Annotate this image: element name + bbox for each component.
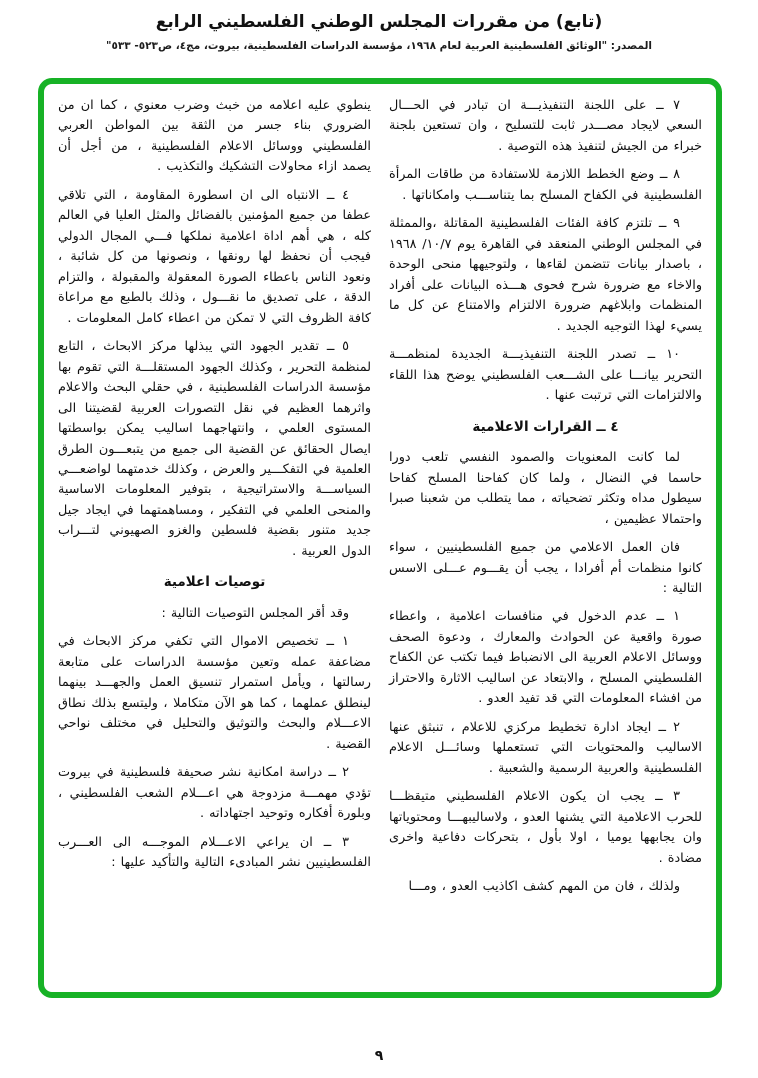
paragraph-continuation: ينطوي عليه اعلامه من خبث وضرب معنوي ، كما ان من الضروري بناء جسر من الثقة بين المواطن العربي الفلسطيني ووسائل الاعلام الفلسطينية ، من أجل أن يصمد ازاء محاولات التشكيك والتكذيب . xyxy=(58,98,371,175)
paragraph-item-8: ٨ ــ وضع الخطط اللازمة للاستفادة من طاقات المرأة الفلسطينية في الكفاح المسلح بما يتناســـب وامكاناتها . xyxy=(389,167,702,203)
paragraph-recommendation-3: ٣ ــ ان يراعي الاعـــلام الموجـــه الى العـــرب الفلسطينيين نشر المبادىء التالية والتأكيد عليها : xyxy=(58,834,371,871)
column-right xyxy=(389,96,702,982)
paragraph-intro-morale: لما كانت المعنويات والصمود النفسي تلعب دورا حاسما في النضال ، ولما كان كفاحنا المسلح كفاحا سيطول مداه وتكثر تضحياته ، مما يتطلب من شعبنا صبرا واحتمالا عظيمين ، xyxy=(389,450,702,527)
column-left xyxy=(58,96,371,982)
paragraph-recommendation-2: ٢ ــ دراسة امكانية نشر صحيفة فلسطينية في بيروت تؤدي مهمـــة مزدوجة هي اعـــلام الشعب الفلسطيني ، وبلورة أفكاره وتوحيد اجتهاداته . xyxy=(58,765,371,822)
content-border-box xyxy=(38,78,722,998)
two-column-layout xyxy=(44,84,716,992)
paragraph-recommendation-1: ١ ــ تخصيص الاموال التي تكفي مركز الابحاث في مضاعفة عمله وتعين مؤسسة الدراسات على متابعة رسالتها ، ويأمل استمرار تنسيق العمل والجهـــد بينهما لينطلق عملهما ، كما هو الآن متكاملا ، وليتسع بذلك نطاق الاعـــلام والبحث والتوثيق والتحليل في مختلف نواحي القضية . xyxy=(58,634,371,752)
page-title: (تابع) من مقررات المجلس الوطني الفلسطيني الرابع xyxy=(155,12,603,32)
paragraph-media-item-5: ٥ ــ تقدير الجهود التي يبذلها مركز الابحاث ، التابع لمنظمة التحرير ، وكذلك الجهود المستقلـــة التي تقوم بها مؤسسة الدراسات الفلسطينية ، في حقلي البحث والاعلام واثرهما العظيم في نقل التصورات العربية لقضيتنا الى المستوى العلمي ، وانتهاجهما اساليب يمكن بواسطتها ايصال الحقائق عن القضية الى جميع من يتبعـــون الطرق العلمية في التفكـــير والعرض ، وكذلك خدمتهما لواضعـــي السياســـة والاستراتيجية ، بتوفير المعلومات الاساسية والمنحى العلمي في التفكير ، ومساهمتهما في ايجاد جيل جديد متنور بقضية فلسطين والغزو الصهيوني لتـــراب الدول العربية . xyxy=(58,339,371,559)
paragraph-media-item-4: ٤ ــ الانتباه الى ان اسطورة المقاومة ، التي تلاقي عطفا من جميع المؤمنين بالفضائل والمثل العليا في العالم كله ، هي أهم اداة اعلامية نملكها فـــي المجال الدولي فيجب أن نحفظ لها رونقها ، ونصونها من كل شائبة ، ونعود الناس باعطاء الصورة المعقولة والمقبولة ، والتزام الدقة ، على تصديق ما نقـــول ، وذلك بالطبع مع مراعاة كافة الظروف التي لا تمكن من اعطاء كامل المعلومات . xyxy=(58,187,371,326)
source-citation: المصدر: "الوثائق الفلسطينية العربية لعام ١٩٦٨، مؤسسة الدراسات الفلسطينية، بيروت، مج٤، ص٥٢٣- ٥٣٣" xyxy=(105,39,653,52)
page-number: ٩ xyxy=(374,1048,384,1064)
section-heading-media-recommendations: توصيات اعلامية xyxy=(163,574,266,591)
paragraph-item-7: ٧ ــ على اللجنة التنفيذيـــة ان تبادر في الحـــال السعي لايجاد مصـــدر ثابت للتسليح ، وان تستعين بلجنة خبراء من الجيش لتنفيذ هذه التوصية . xyxy=(389,98,702,154)
paragraph-therefore: ولذلك ، فان من المهم كشف اكاذيب العدو ، ومـــا xyxy=(408,879,680,895)
paragraph-council-approved: وقد أقر المجلس التوصيات التالية : xyxy=(161,605,349,621)
document-header xyxy=(0,10,758,52)
paragraph-item-10: ١٠ ــ تصدر اللجنة التنفيذيـــة الجديدة لمنظمـــة التحرير بيانـــا على الشـــعب الفلسطيني يوضح هذا اللقاء والالتزامات التي ترتبت عنها . xyxy=(389,347,702,404)
paragraph-item-9: ٩ ــ تلتزم كافة الفئات الفلسطينية المقاتلة ،والممثلة في المجلس الوطني المنعقد في القاهرة يوم ١٠/٧/ ١٩٦٨ ، باصدار بيانات تتضمن لقاءها ، ولتوجيهها منحى الوحدة والاخاء مع ضرورة شرح فحوى هـــذه البيانات على أفراد المنظمات وابلاغهم ضرورة الالتزام والامتناع عن كل ما يسيء لهذا التوجيه الجديد . xyxy=(389,216,702,334)
paragraph-media-item-3: ٣ ــ يجب ان يكون الاعلام الفلسطيني متيقظـــا للحرب الاعلامية التي يشنها العدو ، ولاساليبهـــا ومحتوياتها وان يجابهها يوميا ، اولا بأول ، بتحركات دفاعية واخرى مضادة . xyxy=(389,789,702,866)
paragraph-media-item-2: ٢ ــ ايجاد ادارة تخطيط مركزي للاعلام ، تنبثق عنها الاساليب والمحتويات التي تستعملها وسائـــل الاعلام الفلسطينية والعربية الرسمية والشعبية . xyxy=(389,719,702,776)
section-heading-media-decisions: ٤ ــ القرارات الاعلامية xyxy=(472,418,619,435)
paragraph-media-item-1: ١ ــ عدم الدخول في منافسات اعلامية ، واعطاء صورة واقعية عن الحوادث والمعارك ، ودعوة الصحف ووسائل الاعلام العربية الى الانضباط فيما تكتب عن الكفاح الفلسطيني المسلح ، والابتعاد عن اساليب الاثارة والاحتراز من افشاء المعلومات التي قد تفيد العدو . xyxy=(389,609,702,707)
paragraph-intro-media-work: فان العمل الاعلامي من جميع الفلسطينيين ، سواء كانوا منظمات أم أفرادا ، يجب أن يقـــوم عـــلى الاسس التالية : xyxy=(389,540,702,596)
